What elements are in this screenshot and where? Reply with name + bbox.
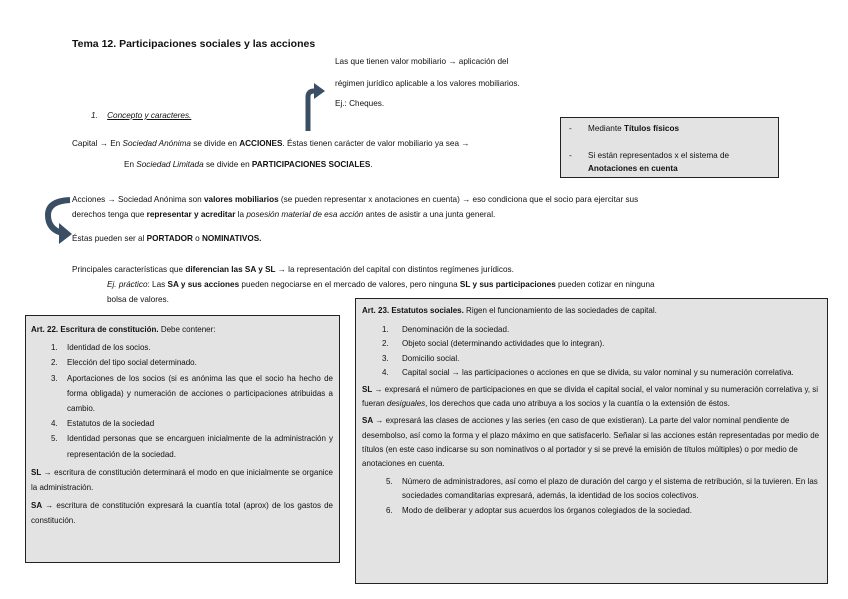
list-item-text: Estatutos de la sociedad bbox=[67, 419, 155, 429]
list-item-text: Domicilio social. bbox=[402, 353, 460, 363]
list-item bbox=[362, 337, 821, 351]
list-item-number: 3. bbox=[382, 353, 389, 363]
acciones-line-2: derechos tenga que representar y acreditar la posesión material de esa acción antes de asistir a una junta general. bbox=[72, 210, 496, 219]
list-item bbox=[31, 371, 333, 417]
list-item-number: 5. bbox=[51, 434, 58, 444]
list-item-number: 4. bbox=[51, 419, 58, 429]
list-item-text: Identidad personas que se encarguen inicialmente de la administración y representación de la sociedad. bbox=[67, 434, 333, 459]
acciones-line-3: Éstas pueden ser al PORTADOR o NOMINATIVOS. bbox=[72, 234, 262, 243]
ejemplo-line-1: Ej. práctico: Las SA y sus acciones pueden negociarse en el mercado de valores, pero ninguna SL y sus participaciones pueden cotizar en ninguna bbox=[107, 280, 655, 289]
list-item-text: Número de administradores, así como el plazo de duración del cargo y el sistema de retribución, si la tuvieren. En las sociedades comanditarias expresará, además, la identidad de los socios colectivos. bbox=[402, 477, 818, 501]
section-label: Concepto y caracteres. bbox=[107, 111, 192, 120]
list-item bbox=[31, 431, 333, 461]
art23-box bbox=[355, 298, 828, 584]
note-line-3: Ej.: Cheques. bbox=[335, 99, 385, 108]
list-item bbox=[31, 355, 333, 370]
list-item-number: 3. bbox=[51, 373, 58, 383]
bullet-dash: - bbox=[569, 124, 572, 133]
capital-line-1: Capital → En Sociedad Anónima se divide en ACCIONES. Éstas tienen carácter de valor mobiliario ya sea → bbox=[72, 139, 470, 148]
titulos-item-2: Si están representados x el sistema de bbox=[588, 151, 730, 160]
art23-sl: SL → expresará el número de participaciones en que se divida el capital social, el valor nominal y su numeración correlativa y, si fueran desiguales, los derechos que cada uno atribuya a los socios y la cuantía o la extensión de éstos. bbox=[362, 385, 819, 409]
ejemplo-line-2: bolsa de valores. bbox=[107, 295, 169, 304]
art23-list-2 bbox=[362, 475, 821, 518]
acciones-line-1: Acciones → Sociedad Anónima son valores mobiliarios (se pueden representar x anotaciones en cuenta) → eso condiciona que el socio para ejercitar sus bbox=[72, 195, 639, 204]
section-heading bbox=[91, 111, 191, 120]
list-item-number: 4. bbox=[382, 367, 389, 377]
titulos-item-2-bold: Anotaciones en cuenta bbox=[588, 164, 678, 173]
list-item bbox=[362, 504, 821, 518]
section-number: 1. bbox=[91, 111, 98, 120]
list-item-text: Modo de deliberar y adoptar sus acuerdos los órganos colegiados de la sociedad. bbox=[402, 505, 692, 515]
art22-box bbox=[25, 315, 340, 563]
art22-sl: SL → escritura de constitución determinará el modo en que inicialmente se organice la administración. bbox=[31, 467, 333, 493]
art22-sa: SA → escritura de constitución expresará la cuantía total (aprox) de los gastos de constitución. bbox=[31, 501, 333, 526]
list-item-number: 1. bbox=[51, 343, 58, 353]
list-item-number: 1. bbox=[382, 325, 389, 335]
list-item-number: 2. bbox=[51, 358, 58, 368]
list-item bbox=[31, 340, 333, 355]
list-item bbox=[362, 366, 821, 380]
art23-sa: SA → expresará las clases de acciones y las series (en caso de que existieran). La parte del valor nominal pendiente de desembolso, así como la forma y el plazo máximo en que satisfacerlo. Señalar si las acciones están representadas por medio de títulos (en este caso indicarse su son nominativos o al portador y si se prevé la emisión de títulos múltiples) o por medio de anotaciones en cuenta. bbox=[362, 416, 820, 469]
list-item bbox=[362, 323, 821, 337]
list-item-number: 2. bbox=[382, 339, 389, 349]
list-item-number: 5. bbox=[386, 477, 393, 487]
list-item-text: Denominación de la sociedad. bbox=[402, 325, 510, 335]
list-item-text: Elección del tipo social determinado. bbox=[67, 358, 197, 368]
art23-list bbox=[362, 323, 821, 380]
capital-line-2: En Sociedad Limitada se divide en PARTICIPACIONES SOCIALES. bbox=[124, 160, 373, 169]
titulos-box bbox=[560, 117, 779, 178]
list-item-text: Identidad de los socios. bbox=[67, 343, 151, 353]
principales-line: Principales características que diferencian las SA y SL → la representación del capital con distintos regímenes jurídicos. bbox=[72, 265, 514, 274]
list-item-text: Objeto social (determinando actividades que lo integran). bbox=[402, 339, 605, 349]
list-item bbox=[362, 352, 821, 366]
list-item bbox=[362, 475, 821, 503]
up-arrow-icon bbox=[300, 75, 326, 133]
list-item bbox=[31, 416, 333, 431]
bullet-dash: - bbox=[569, 151, 572, 160]
list-item-number: 6. bbox=[386, 505, 393, 515]
note-line-2: régimen jurídico aplicable a los valores mobiliarios. bbox=[335, 79, 520, 88]
page-title: Tema 12. Participaciones sociales y las acciones bbox=[72, 38, 316, 50]
curved-arrow-icon bbox=[40, 193, 72, 247]
list-item-text: Capital social → las participaciones o acciones en que se divida, su valor nominal y su numeración correlativa. bbox=[402, 367, 794, 377]
art22-heading: Art. 22. Escritura de constitución. Debe contener: bbox=[31, 325, 216, 334]
art22-list bbox=[31, 340, 333, 462]
art23-heading: Art. 23. Estatutos sociales. Rigen el funcionamiento de las sociedades de capital. bbox=[362, 306, 657, 315]
note-line-1: Las que tienen valor mobiliario → aplicación del bbox=[335, 57, 509, 66]
titulos-item-1: Mediante Títulos físicos bbox=[588, 124, 680, 133]
list-item-text: Aportaciones de los socios (si es anónima las que el socio ha hecho de forma obligada) y numeración de acciones o participaciones atribuidas a cambio. bbox=[67, 373, 333, 414]
